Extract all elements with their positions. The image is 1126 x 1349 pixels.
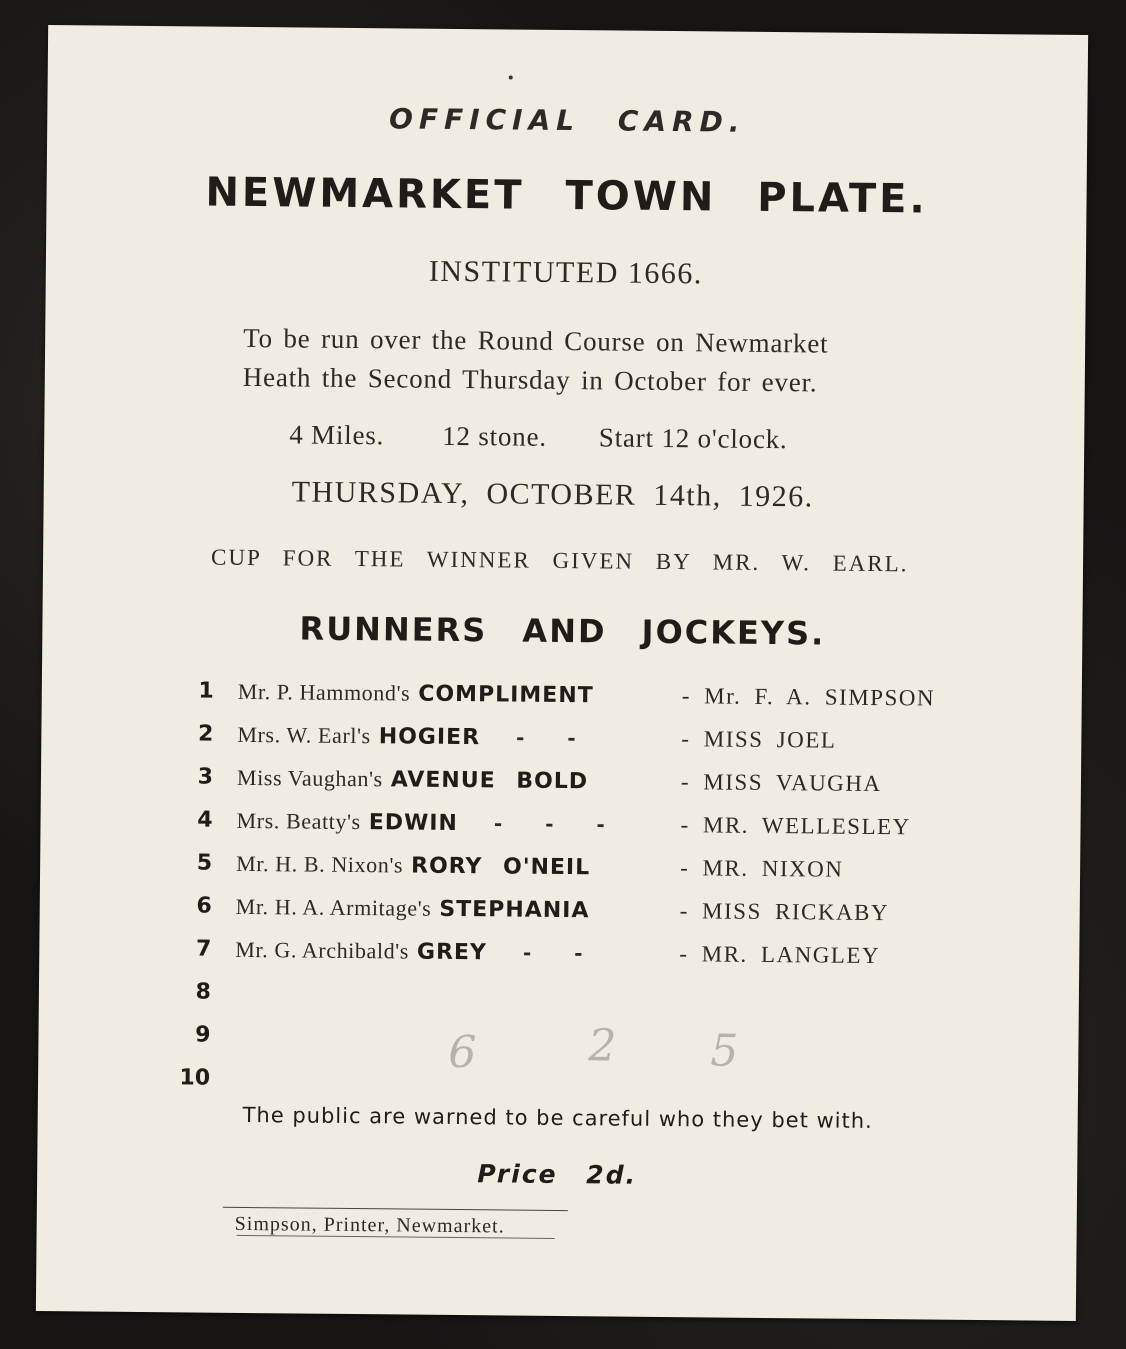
printer-imprint: Simpson, Printer, Newmarket. bbox=[234, 1212, 505, 1238]
horse-name: GREY bbox=[416, 939, 488, 966]
race-date: THURSDAY, OCTOBER 14th, 1926. bbox=[291, 475, 814, 514]
runner-owner bbox=[236, 894, 590, 923]
horse-name: EDWIN bbox=[368, 810, 459, 837]
runner-owner bbox=[238, 679, 594, 708]
leader-dashes: - - bbox=[515, 725, 594, 751]
runner-owner bbox=[235, 937, 600, 967]
race-conditions bbox=[289, 419, 788, 455]
owner-name: Mr. G. Archibald's bbox=[235, 936, 410, 964]
description-line-1: To be run over the Round Course on Newmarket bbox=[243, 322, 829, 359]
runner-number: 3 bbox=[197, 764, 214, 790]
runner-number: 8 bbox=[195, 979, 212, 1005]
runner-owner bbox=[237, 722, 594, 751]
jockey-name: - Mr. F. A. SIMPSON bbox=[681, 683, 936, 711]
runner-row bbox=[42, 677, 1082, 727]
runner-number: 4 bbox=[197, 807, 213, 833]
owner-name: Mrs. Beatty's bbox=[236, 807, 361, 835]
jockey-name: - MISS VAUGHA bbox=[680, 769, 882, 797]
race-description bbox=[243, 319, 829, 403]
runner-row bbox=[39, 935, 1079, 985]
horse-name: RORY O'NEIL bbox=[410, 853, 591, 881]
printer-rule-bottom bbox=[237, 1235, 555, 1239]
jockey-name: - MR. LANGLEY bbox=[679, 941, 881, 969]
runner-number: 2 bbox=[197, 721, 214, 747]
runner-number: 5 bbox=[196, 850, 213, 876]
owner-name: Mr. H. B. Nixon's bbox=[236, 850, 404, 878]
instituted-line: INSTITUTED 1666. bbox=[428, 254, 703, 291]
pencil-result-third: 5 bbox=[710, 1025, 739, 1077]
runner-owner bbox=[237, 765, 588, 794]
runner-number: 6 bbox=[196, 893, 212, 919]
runner-row bbox=[40, 806, 1080, 856]
printer-rule-top bbox=[223, 1207, 568, 1211]
runner-row bbox=[41, 720, 1081, 770]
leader-dashes: - - - bbox=[493, 811, 623, 837]
runner-row bbox=[41, 763, 1081, 813]
pencil-result-annotation bbox=[438, 1019, 779, 1102]
card-heading: OFFICIAL CARD. bbox=[388, 102, 746, 139]
horse-name: STEPHANIA bbox=[439, 896, 590, 924]
runner-row bbox=[39, 892, 1079, 942]
horse-name: HOGIER bbox=[378, 724, 481, 751]
cup-line: CUP FOR THE WINNER GIVEN BY MR. W. EARL. bbox=[210, 544, 909, 577]
runner-number: 9 bbox=[195, 1022, 211, 1048]
race-card bbox=[36, 25, 1088, 1321]
horse-name: COMPLIMENT bbox=[418, 681, 594, 709]
owner-name: Mr. H. A. Armitage's bbox=[235, 893, 432, 921]
pencil-result-second: 2 bbox=[588, 1020, 617, 1072]
owner-name: Mrs. W. Earl's bbox=[237, 721, 371, 749]
runner-number: 1 bbox=[198, 678, 214, 704]
horse-name: AVENUE BOLD bbox=[390, 767, 589, 795]
runner-row bbox=[40, 849, 1080, 899]
jockey-name: - MISS RICKABY bbox=[679, 898, 890, 926]
card-price: Price 2d. bbox=[477, 1159, 638, 1190]
runners-heading: RUNNERS AND JOCKEYS. bbox=[299, 609, 826, 653]
leader-dashes: - - bbox=[522, 940, 601, 966]
owner-name: Mr. P. Hammond's bbox=[237, 678, 411, 706]
runner-number: 7 bbox=[195, 936, 212, 962]
betting-warning: The public are warned to be careful who they bet with. bbox=[242, 1102, 873, 1134]
runner-owner bbox=[236, 851, 590, 880]
runner-owner bbox=[236, 808, 622, 838]
owner-name: Miss Vaughan's bbox=[236, 764, 383, 792]
weight: 12 stone. bbox=[442, 420, 548, 452]
distance: 4 Miles. bbox=[289, 419, 385, 451]
description-line-2: Heath the Second Thursday in October for ever. bbox=[242, 361, 818, 398]
pencil-result-first: 6 bbox=[448, 1026, 477, 1079]
jockey-name: - MR. WELLESLEY bbox=[680, 812, 911, 840]
race-title: NEWMARKET TOWN PLATE. bbox=[205, 169, 928, 223]
jockey-name: - MISS JOEL bbox=[681, 726, 837, 753]
runner-number: 10 bbox=[179, 1065, 211, 1091]
start-time: Start 12 o'clock. bbox=[598, 422, 788, 455]
ink-dot bbox=[509, 75, 513, 79]
jockey-name: - MR. NIXON bbox=[680, 855, 844, 882]
